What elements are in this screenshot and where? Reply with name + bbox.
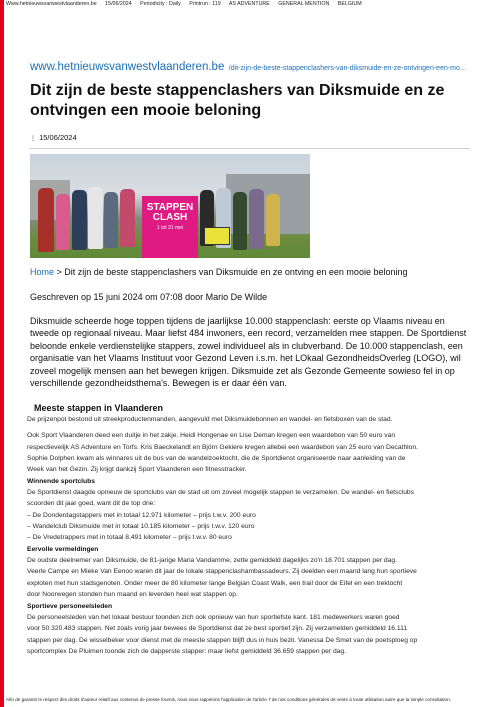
divider bbox=[30, 148, 470, 149]
body-line: Sophie Dolphen kwam als winnares uit de bus van de wandelzoektocht, die de Sportdienst organiseerde naar aanleiding van de bbox=[27, 455, 406, 463]
printrun: Printrun : 119 bbox=[189, 1, 221, 7]
body-line: voor 50.320.483 stappen. Net zoals vorig jaar bewees de Sportdienst dat ze best sportief zijn. Zij verzamelden gemiddeld 16.111 bbox=[27, 625, 408, 633]
body-line: – Wandelclub Diksmuide met in totaal 10.185 kilometer – prijs t.w.v. 120 euro bbox=[27, 523, 255, 531]
copyright-disclaimer: Afin de garantir le respect des droits d'auteur relatif aux contenus de presse fournis, nous vous rappelons l'application de l'article 7 de nos conditions générales de vente à toute utilisation autre que la simple consultation. bbox=[6, 697, 451, 702]
article-intro: Diksmuide scheerde hoge toppen tijdens de jaarlijkse 10.000 stappenclash: eerste op Vlaams niveau en tweede op regionaal niveau. Maar liefst 484 inwoners, een record, verzamelden mee stappen. De Sportdienst beloonde enkele verdienstelijke stappers, zowel individueel als in clubverband. De 10.000 stappenclash, een organisatie van het Vlaams Instituut voor Gezond Leven i.s.m. het LOkaal GezondheidsOverleg (LOGO), wil zoveel mogelijk mensen aan het bewegen krijgen. Diksmuide zet als Gezonde Gemeente sowieso fel in op verschillende gezondheidsthema's. Bewegen is er daar één van. bbox=[30, 316, 467, 389]
article-byline: Geschreven op 15 juni 2024 om 07:08 door Mario De Wilde bbox=[30, 292, 268, 302]
category: AS ADVENTURE bbox=[228, 1, 270, 7]
article-photo bbox=[30, 154, 310, 258]
body-line: Veerle Campe en Mieke Van Eenoo waren dit jaar de lokale stappenclashambassadeurs. Zij deelden een maand lang hun sportieve bbox=[27, 568, 417, 576]
section-heading-clubs: Winnende sportclubs bbox=[27, 477, 95, 485]
body-line: De Sportdienst daagde opnieuw de sportclubs van de stad uit om zoveel mogelijk stappen te verzamelen. De wandel- en fietsclubs bbox=[27, 489, 414, 497]
article-title: Dit zijn de beste stappenclashers van Diksmuide en ze ontvingen een mooie beloning bbox=[30, 82, 445, 119]
breadcrumb-home-link[interactable]: Home bbox=[30, 267, 55, 277]
body-line: De oudste deelnemer van Diksmuide, de 81-jarige Maria Vandamme, zette gemiddeld dagelijks zo'n 18.701 stappen per dag. bbox=[27, 557, 397, 565]
more-options-icon: ⋮ bbox=[30, 136, 35, 142]
article-date-row bbox=[30, 133, 77, 142]
body-line: – De Vredetrappers met in totaal 8.491 kilometer – prijs t.w.v. 80 euro bbox=[27, 534, 232, 542]
body-line: exploten met hun stadsgenoten. Onder meer de 80 kilometer lange Belgian Coast Walk, een trail door de Eifel en een trektocht bbox=[27, 579, 403, 587]
article-url[interactable] bbox=[30, 57, 470, 75]
scanned-article-body bbox=[27, 414, 483, 657]
country: BELGIUM bbox=[337, 1, 362, 7]
stappenclash-banner bbox=[142, 196, 198, 258]
publication-date: 15/06/2024 bbox=[105, 1, 132, 7]
site-path-link[interactable]: /dit-zijn-de-beste-stappenclashers-van-diksmuide-en-ze-ontvingen-een-mo… bbox=[228, 65, 467, 72]
section-heading-personeel: Sportieve personeelsleden bbox=[27, 602, 113, 610]
section-heading-vlaanderen: Meeste stappen in Vlaanderen bbox=[34, 403, 164, 413]
banner-title: STAPPEN CLASH bbox=[146, 202, 194, 223]
prize-sign bbox=[204, 227, 230, 245]
source-name: Www.hetnieuwsvanwestvlaanderen.be bbox=[6, 1, 97, 7]
body-line: De prijzenpot bestond uit streekproductenmanden, aangevuld met Diksmuidebonnen en wandel- en fietsboxen van de stad. bbox=[27, 416, 393, 423]
site-domain-link[interactable]: www.hetnieuwsvanwestvlaanderen.be bbox=[30, 61, 225, 73]
press-metadata-bar bbox=[6, 1, 496, 7]
body-line: sportcomplex De Pluimen toonde zich de dapperste stapper: maar liefst gemiddeld 36.659 stappen per dag. bbox=[27, 647, 346, 655]
body-line: Ook Sport Vlaanderen deed een duitje in het zakje. Heidi Hongenae en Lise Deman kregen een waardebon van 50 euro van bbox=[27, 432, 396, 440]
body-line: door Noorwegen stonden hun maand en leverden heel wat stappen op. bbox=[27, 591, 238, 599]
body-line: Week van het Gezin. Zij krijgt dankzij Sport Vlaanderen een fitnesstracker. bbox=[27, 466, 247, 474]
body-line: stappen per dag. De wisselbeker voor dienst met de meeste stappen blijft dus in huis bezit. Vanessa De Smet van de poetsploeg op bbox=[27, 636, 418, 644]
article-date: 15/06/2024 bbox=[39, 133, 77, 142]
breadcrumb-current: > Dit zijn de beste stappenclashers van Diksmuide en ze ontving en een mooie beloning bbox=[54, 267, 408, 277]
mention: GENERAL MENTION bbox=[278, 1, 330, 7]
banner-subtitle: 1 tot 31 mei bbox=[156, 225, 184, 231]
section-heading-eervolle: Eervolle vermeldingen bbox=[27, 545, 99, 553]
body-line: De personeelsleden van het lokaal bestuur toonden zich ook opnieuw van hun sportiefste kant. 181 medewerkers waren goed bbox=[27, 613, 400, 621]
body-line: scoorden dit jaar goed, want dit de top drie: bbox=[27, 500, 156, 508]
left-accent-bar bbox=[0, 0, 4, 707]
breadcrumb bbox=[30, 267, 475, 277]
body-line: – De Donderdagstappers met in totaal 12.971 kilometer – prijs t.w.v. 200 euro bbox=[27, 511, 256, 519]
body-line: respectievelijk AS Adventure en Torfs. Kris Baeckelandt en Björn Gekiere kregen allebei een waardebon van 25 euro van Decathlon. bbox=[27, 443, 418, 451]
periodicity: Periodicity : Daily bbox=[140, 1, 181, 7]
